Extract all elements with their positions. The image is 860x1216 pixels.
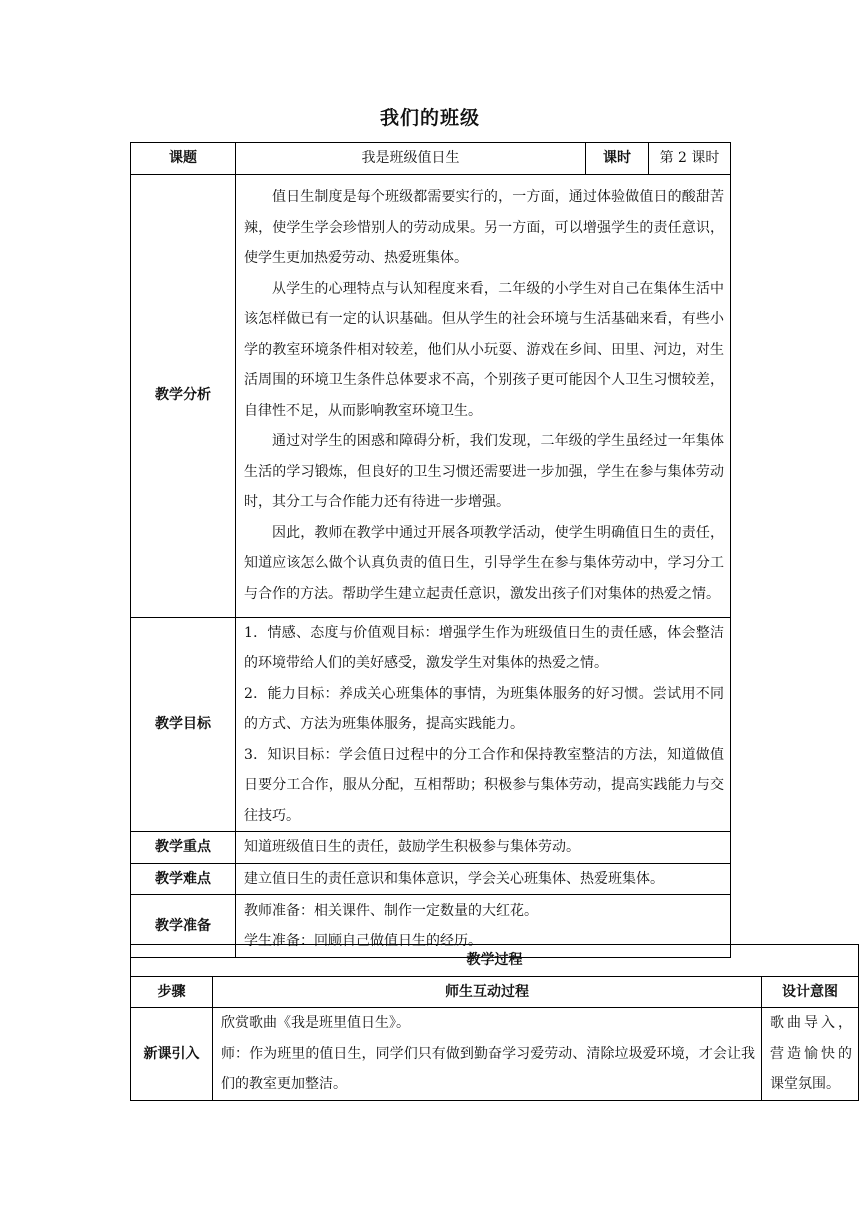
key-point-value: 知道班级值日生的责任，鼓励学生积极参与集体劳动。 <box>236 832 731 864</box>
process-header: 教学过程 <box>131 945 859 977</box>
analysis-paragraph: 值日生制度是每个班级都需要实行的，一方面，通过体验做值日的酸甜苦辣，使学生学会珍惜别人的劳动成果。另一方面，可以增强学生的责任意识，使学生更加热爱劳动、热爱班集体。 <box>244 189 724 266</box>
goals-label: 教学目标 <box>131 617 236 832</box>
process-header-row <box>131 945 859 977</box>
interaction-column-header: 师生互动过程 <box>213 976 762 1008</box>
intent-cell: 歌曲导入，营造愉快的课堂氛围。 <box>762 1008 859 1101</box>
period-label: 课时 <box>586 143 649 175</box>
difficulty-row <box>131 863 731 895</box>
topic-row <box>131 143 731 175</box>
key-point-label: 教学重点 <box>131 832 236 864</box>
preparation-label: 教学准备 <box>131 895 236 958</box>
difficulty-value: 建立值日生的责任意识和集体意识，学会关心班集体、热爱班集体。 <box>236 863 731 895</box>
goal-item: 2．能力目标：养成关心班集体的事情，为班集体服务的好习惯。尝试用不同的方式、方法为班集体服务，提高实践能力。 <box>244 685 724 732</box>
analysis-row <box>131 174 731 617</box>
analysis-content <box>236 174 731 617</box>
goal-item: 1．情感、态度与价值观目标：增强学生作为班级值日生的责任感，体会整洁的环境带给人们的美好感受，激发学生对集体的热爱之情。 <box>244 624 724 671</box>
process-row <box>131 1008 859 1101</box>
step-cell: 新课引入 <box>131 1008 213 1101</box>
topic-label: 课题 <box>131 143 236 175</box>
preparation-line: 教师准备：相关课件、制作一定数量的大红花。 <box>244 902 538 919</box>
document-title: 我们的班级 <box>379 107 480 129</box>
intent-column-header: 设计意图 <box>762 976 859 1008</box>
analysis-paragraph: 从学生的心理特点与认知程度来看，二年级的小学生对自己在集体生活中该怎样做已有一定的认识基础。但从学生的社会环境与生活基础来看，有些小学的教室环境条件相对较差，他们从小玩耍、游戏在乡间、田里、河边，对生活周围的环境卫生条件总体要求不高，个别孩子更可能因个人卫生习惯较差，自律性不足，从而影响教室环境卫生。 <box>244 280 724 419</box>
analysis-label: 教学分析 <box>131 174 236 617</box>
key-point-row <box>131 832 731 864</box>
interaction-line: 欣赏歌曲《我是班里值日生》。 <box>221 1015 410 1032</box>
lesson-info-table <box>130 142 731 958</box>
column-header-row <box>131 976 859 1008</box>
preparation-line: 学生准备：回顾自己做值日生的经历。 <box>244 933 482 949</box>
difficulty-label: 教学难点 <box>131 863 236 895</box>
teaching-process-table <box>130 944 859 1101</box>
analysis-paragraph: 通过对学生的困惑和障碍分析，我们发现，二年级的学生虽经过一年集体生活的学习锻炼，但良好的卫生习惯还需要进一步加强，学生在参与集体劳动时，其分工与合作能力还有待进一步增强。 <box>244 433 724 510</box>
goals-content <box>236 617 731 832</box>
topic-value: 我是班级值日生 <box>236 143 586 175</box>
step-column-header: 步骤 <box>131 976 213 1008</box>
analysis-paragraph: 因此，教师在教学中通过开展各项教学活动，使学生明确值日生的责任，知道应该怎么做个认真负责的值日生，引导学生在参与集体劳动中，学习分工与合作的方法。帮助学生建立起责任意识，激发出孩子们对集体的热爱之情。 <box>244 524 724 602</box>
goal-item: 3．知识目标：学会值日过程中的分工合作和保持教室整洁的方法，知道做值日要分工合作，服从分配，互相帮助；积极参与集体劳动，提高实践能力与交往技巧。 <box>244 746 724 824</box>
interaction-cell <box>213 1008 762 1101</box>
interaction-line: 师：作为班里的值日生，同学们只有做到勤奋学习爱劳动、清除垃圾爱环境，才会让我们的教室更加整洁。 <box>221 1045 755 1093</box>
period-value: 第 2 课时 <box>649 143 731 175</box>
goals-row <box>131 617 731 832</box>
